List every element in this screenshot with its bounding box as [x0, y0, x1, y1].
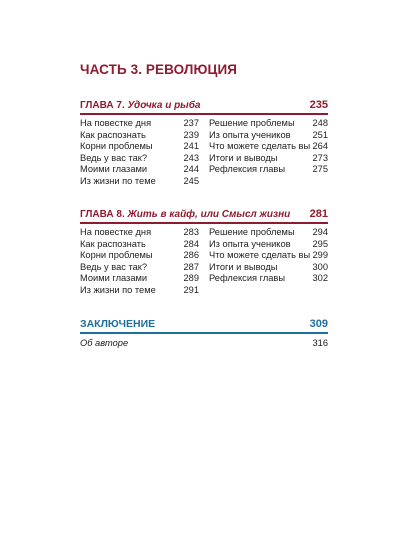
chapter-7-sections — [80, 118, 328, 188]
chapter-8-right-column — [209, 227, 328, 297]
toc-entry-title: Рефлексия главы — [209, 273, 286, 284]
toc-entry-title: Как распознать — [80, 129, 146, 140]
about-author-entry[interactable] — [80, 338, 328, 348]
toc-entry-title: Из жизни по теме — [80, 284, 156, 295]
chapter-8-label — [80, 209, 290, 220]
toc-entry[interactable] — [80, 164, 199, 176]
chapter-7-right-column — [209, 118, 328, 188]
toc-entry-title: Корни проблемы — [80, 141, 153, 152]
chapter-8-left-column — [80, 227, 199, 297]
toc-entry-title: Из жизни по теме — [80, 175, 156, 186]
toc-entry-page: 287 — [183, 261, 199, 272]
chapter-7-heading[interactable] — [80, 95, 328, 115]
toc-entry[interactable] — [80, 153, 199, 165]
toc-entry-title: Решение проблемы — [209, 118, 295, 128]
toc-entry[interactable] — [209, 250, 328, 262]
toc-entry-title: Что можете сделать вы — [209, 250, 311, 261]
conclusion-title: ЗАКЛЮЧЕНИЕ — [80, 318, 156, 330]
toc-entry-title: Моими глазами — [80, 273, 148, 284]
toc-entry-page: 239 — [183, 129, 199, 140]
toc-entry-title: Итоги и выводы — [209, 152, 278, 163]
toc-entry-page: 300 — [312, 261, 328, 272]
chapter-8-number: ГЛАВА 8. — [80, 209, 125, 220]
chapter-7-left-column — [80, 118, 199, 188]
toc-entry-page: 284 — [183, 238, 199, 249]
chapter-7-number: ГЛАВА 7. — [80, 100, 125, 111]
toc-entry-title: На повестке дня — [80, 118, 152, 128]
toc-entry-title: Итоги и выводы — [209, 261, 278, 272]
toc-entry-page: 275 — [312, 164, 328, 175]
toc-entry[interactable] — [80, 285, 199, 297]
toc-entry-title: Из опыта учеников — [209, 238, 291, 249]
toc-entry[interactable] — [80, 273, 199, 285]
toc-entry-page: 289 — [183, 273, 199, 284]
part-title: ЧАСТЬ 3. РЕВОЛЮЦИЯ — [80, 62, 238, 77]
toc-entry[interactable] — [209, 273, 328, 285]
toc-entry[interactable] — [209, 164, 328, 176]
toc-entry[interactable] — [209, 153, 328, 165]
toc-entry-page: 273 — [312, 152, 328, 163]
toc-entry[interactable] — [80, 141, 199, 153]
chapter-8-heading[interactable] — [80, 204, 328, 224]
toc-entry[interactable] — [80, 250, 199, 262]
toc-entry-page: 248 — [312, 118, 328, 128]
toc-entry[interactable] — [80, 130, 199, 142]
toc-entry[interactable] — [80, 176, 199, 188]
toc-entry-page: 251 — [312, 129, 328, 140]
about-author-title: Об авторе — [80, 338, 129, 348]
toc-entry-title: Как распознать — [80, 238, 146, 249]
toc-entry-page: 295 — [312, 238, 328, 249]
toc-entry-page: 294 — [312, 227, 328, 237]
toc-entry-title: Решение проблемы — [209, 227, 295, 237]
toc-entry-page: 245 — [183, 175, 199, 186]
toc-entry-page: 241 — [183, 141, 199, 152]
toc-entry-page: 264 — [312, 141, 328, 152]
toc-entry[interactable] — [209, 130, 328, 142]
toc-entry-title: На повестке дня — [80, 227, 152, 237]
toc-entry[interactable] — [209, 227, 328, 239]
toc-entry-title: Что можете сделать вы — [209, 141, 311, 152]
toc-entry-title: Ведь у вас так? — [80, 152, 148, 163]
toc-entry-title: Моими глазами — [80, 164, 148, 175]
toc-entry-page: 291 — [183, 284, 199, 295]
toc-entry-title: Рефлексия главы — [209, 164, 286, 175]
toc-entry-page: 237 — [183, 118, 199, 128]
chapter-7-page: 235 — [309, 99, 328, 111]
toc-entry-page: 302 — [312, 273, 328, 284]
chapter-8-sections — [80, 227, 328, 297]
toc-entry[interactable] — [80, 227, 199, 239]
toc-entry[interactable] — [209, 141, 328, 153]
toc-entry-page: 244 — [183, 164, 199, 175]
toc-entry[interactable] — [209, 118, 328, 130]
toc-entry[interactable] — [209, 239, 328, 251]
chapter-7-name: Удочка и рыба — [127, 100, 201, 111]
toc-entry-title: Из опыта учеников — [209, 129, 291, 140]
toc-entry-title: Корни проблемы — [80, 250, 153, 261]
toc-entry[interactable] — [80, 118, 199, 130]
toc-entry[interactable] — [80, 262, 199, 274]
chapter-8-name: Жить в кайф, или Смысл жизни — [127, 209, 291, 220]
toc-entry[interactable] — [209, 262, 328, 274]
toc-entry-page: 283 — [183, 227, 199, 237]
chapter-7-label — [80, 100, 200, 111]
toc-entry-title: Ведь у вас так? — [80, 261, 148, 272]
conclusion-page: 309 — [309, 318, 328, 330]
conclusion-heading[interactable] — [80, 314, 328, 334]
toc-entry-page: 299 — [312, 250, 328, 261]
chapter-8-page: 281 — [309, 208, 328, 220]
toc-entry-page: 243 — [183, 152, 199, 163]
toc-entry[interactable] — [80, 239, 199, 251]
toc-entry-page: 286 — [183, 250, 199, 261]
about-author-page: 316 — [312, 338, 328, 348]
